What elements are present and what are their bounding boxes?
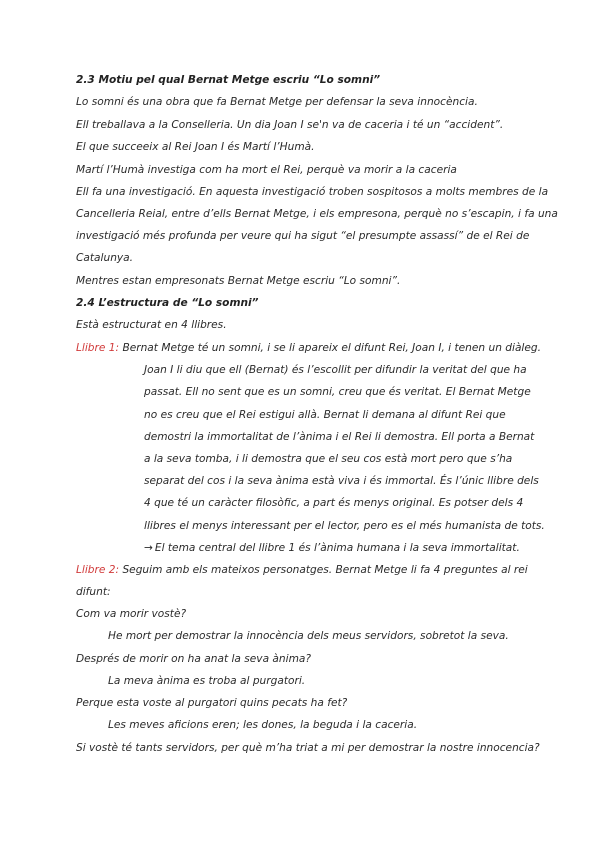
- question: Com va morir vostè?: [76, 608, 187, 620]
- llibre-2-text: Seguim amb els mateixos personatges. Bernat Metge li fa 4 preguntes al rei: [119, 564, 528, 576]
- arrow-right-icon: →: [144, 542, 153, 554]
- paragraph-line: Lo somni és una obra que fa Bernat Metge per defensar la seva innocència.: [76, 96, 478, 108]
- answer: La meva ànima es troba al purgatori.: [108, 675, 306, 687]
- section-2-3-heading: 2.3 Motiu pel qual Bernat Metge escriu “Lo somni”: [76, 74, 381, 86]
- section-2-4-heading: 2.4 L’estructura de “Lo somni”: [76, 297, 259, 309]
- llibre-1-line: a la seva tomba, i li demostra que el seu cos està mort pero que s’ha: [144, 453, 513, 465]
- paragraph-line: Mentres estan empresonats Bernat Metge escriu “Lo somni”.: [76, 275, 401, 287]
- llibre-1-line: separat del cos i la seva ànima està viva i és immortal. És l’únic llibre dels: [144, 475, 539, 487]
- question: Després de morir on ha anat la seva ànima?: [76, 653, 312, 665]
- llibre-2-first-line: [76, 563, 528, 577]
- llibre-1-line: Joan I li diu que ell (Bernat) és l’escollit per difundir la veritat del que ha: [144, 364, 527, 376]
- section-intro: Està estructurat en 4 llibres.: [76, 319, 227, 331]
- question: Perque esta voste al purgatori quins pecats ha fet?: [76, 697, 348, 709]
- answer: He mort per demostrar la innocència dels meus servidors, sobretot la seva.: [108, 630, 509, 642]
- llibre-1-first-line: [76, 341, 541, 355]
- paragraph-line: Ell treballava a la Conselleria. Un dia Joan I se'n va de caceria i té un “accident”.: [76, 119, 504, 131]
- llibre-1-line: 4 que té un caràcter filosòfic, a part és menys original. Es potser dels 4: [144, 497, 524, 509]
- llibre-1-conclusion: [144, 541, 520, 555]
- question: Si vostè té tants servidors, per què m’ha triat a mi per demostrar la nostre innocencia?: [76, 742, 540, 754]
- paragraph-line: Cancelleria Reial, entre d’ells Bernat Metge, i els empresona, perquè no s’escapin, i fa una: [76, 208, 558, 220]
- llibre-1-line: passat. Ell no sent que es un somni, creu que és veritat. El Bernat Metge: [144, 386, 531, 398]
- answer: Les meves aficions eren; les dones, la beguda i la caceria.: [108, 719, 418, 731]
- paragraph-line: Martí l’Humà investiga com ha mort el Rei, perquè va morir a la caceria: [76, 164, 457, 176]
- llibre-1-line: llibres el menys interessant per el lector, pero es el més humanista de tots.: [144, 520, 545, 532]
- paragraph-line: El que succeeix al Rei Joan I és Martí l’Humà.: [76, 141, 315, 153]
- llibre-1-conclusion-text: El tema central del llibre 1 és l’ànima humana i la seva immortalitat.: [154, 542, 520, 554]
- paragraph-line: Ell fa una investigació. En aquesta investigació troben sospitosos a molts membres de la: [76, 186, 549, 198]
- llibre-2-label: Llibre 2:: [76, 564, 120, 576]
- llibre-1-line: no es creu que el Rei estigui allà. Bernat li demana al difunt Rei que: [144, 409, 506, 421]
- llibre-1-text: Bernat Metge té un somni, i se li apareix el difunt Rei, Joan I, i tenen un diàleg.: [119, 342, 541, 354]
- llibre-2-second-line: difunt:: [76, 586, 111, 598]
- paragraph-line: Catalunya.: [76, 252, 134, 264]
- paragraph-line: investigació més profunda per veure qui ha sigut “el presumpte assassí” de el Rei de: [76, 230, 530, 242]
- llibre-1-line: demostri la immortalitat de l’ànima i el Rei li demostra. Ell porta a Bernat: [144, 431, 535, 443]
- llibre-1-label: Llibre 1:: [76, 342, 120, 354]
